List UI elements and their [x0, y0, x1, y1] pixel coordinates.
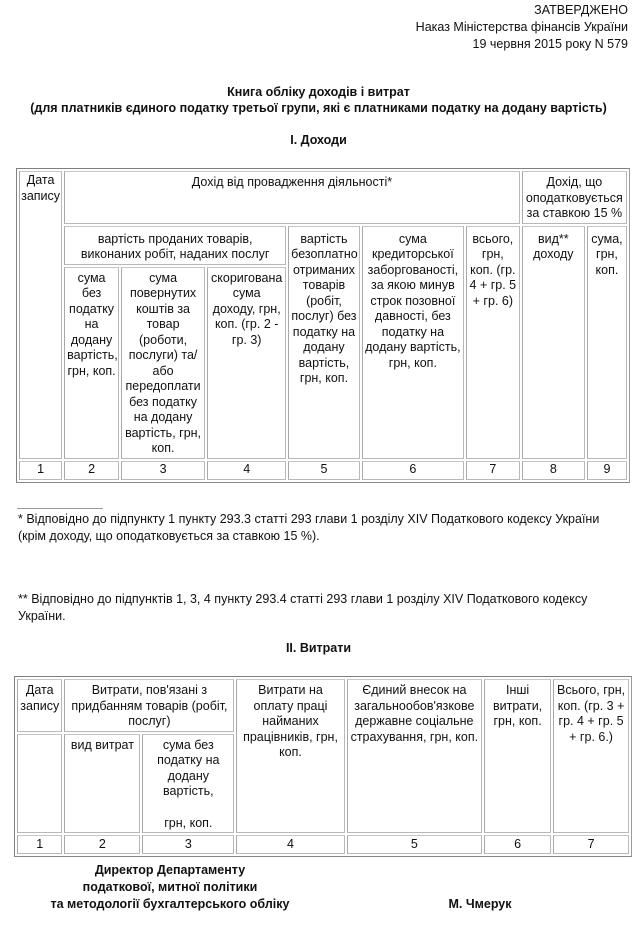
- expenses-column-numbers-row: [17, 835, 629, 854]
- income-col-sum-novat: сума без податку на додану вартість, грн, коп.: [64, 267, 119, 459]
- title-line-1: Книга обліку доходів і витрат: [227, 85, 410, 99]
- position-line-3: та методології бухгалтерського обліку: [50, 897, 290, 911]
- signatory-position: [40, 862, 300, 913]
- expenses-col-total: Всього, грн, коп. (гр. 3 + гр. 4 + гр. 5 + гр. 6.): [553, 679, 629, 833]
- expenses-col-number: 2: [64, 835, 140, 854]
- income-col-number: 9: [587, 461, 627, 480]
- income-col-taxed15: Дохід, що оподатковується за ставкою 15 %: [522, 171, 627, 224]
- income-col-returned: сума повернутих коштів за товар (роботи, послуги) та/або передоплати без податку на додану вартість, грн, коп.: [121, 267, 205, 459]
- footnote-1: * Відповідно до підпункту 1 пункту 293.3 статті 293 глави 1 розділу XIV Податкового кодексу України (крім доходу, що оподатковується за ставкою 15 %).: [18, 512, 600, 543]
- expenses-col-number: 7: [553, 835, 629, 854]
- income-col-number: 8: [522, 461, 585, 480]
- expenses-section-title: II. Витрати: [285, 641, 352, 655]
- expenses-col-number: 3: [142, 835, 234, 854]
- income-col-number: 3: [121, 461, 205, 480]
- income-section-title: I. Доходи: [290, 133, 347, 147]
- income-col-adjusted: скоригована сума доходу, грн, коп. (гр. 2 - гр. 3): [207, 267, 286, 459]
- expenses-col-goods: Витрати, пов'язані з придбанням товарів (робіт, послуг): [64, 679, 234, 732]
- expenses-col-salary: Витрати на оплату праці найманих працівників, грн, коп.: [236, 679, 344, 833]
- expenses-col-sum: [142, 734, 234, 834]
- income-col-number: 1: [19, 461, 62, 480]
- income-col-number: 4: [207, 461, 286, 480]
- income-table: [16, 168, 630, 483]
- income-col-free: вартість безоплатно отриманих товарів (робіт, послуг) без податку на додану вартість, грн, коп.: [288, 226, 360, 459]
- expenses-col-date: Дата запису: [17, 679, 62, 732]
- expenses-col-kind: вид витрат: [64, 734, 140, 834]
- document-title: [0, 84, 637, 116]
- expenses-table: [14, 676, 632, 857]
- income-col-sold: вартість проданих товарів, виконаних робіт, наданих послуг: [64, 226, 286, 265]
- expenses-col-esv: Єдиний внесок на загальнообов'язкове державне соціальне страхування, грн, коп.: [347, 679, 482, 833]
- income-col-total: всього, грн, коп. (гр. 4 + гр. 5 + гр. 6): [466, 226, 520, 459]
- income-col-number: 6: [362, 461, 464, 480]
- approved-label: ЗАТВЕРДЖЕНО: [534, 3, 628, 17]
- footnote-divider: [17, 508, 103, 509]
- expenses-col-number: 5: [347, 835, 482, 854]
- signatory-name: М. Чмерук: [448, 897, 512, 911]
- expenses-col-number: 4: [236, 835, 344, 854]
- income-col-sum15: сума, грн, коп.: [587, 226, 627, 459]
- approval-block: [416, 2, 628, 53]
- expenses-col-sum-unit: грн, коп.: [164, 815, 213, 830]
- order-date: 19 червня 2015 року N 579: [472, 37, 628, 51]
- income-col-credit: сума кредиторської заборгованості, за якою минув строк позовної давності, без податку на додану вартість, грн, коп.: [362, 226, 464, 459]
- footnote-2: ** Відповідно до підпунктів 1, 3, 4 пункту 293.4 статті 293 глави 1 розділу XIV Податкового кодексу України.: [18, 592, 588, 623]
- expenses-col-other: Інші витрати, грн, коп.: [484, 679, 551, 833]
- income-col-number: 7: [466, 461, 520, 480]
- income-column-numbers-row: [19, 461, 627, 480]
- expenses-col-sum-label: сума без податку на додану вартість,: [157, 737, 220, 798]
- expenses-col-number: 1: [17, 835, 62, 854]
- expenses-date-blank: [17, 734, 62, 834]
- income-col-activity: Дохід від провадження діяльності*: [64, 171, 520, 224]
- position-line-1: Директор Департаменту: [94, 863, 246, 877]
- expenses-col-number: 6: [484, 835, 551, 854]
- order-name: Наказ Міністерства фінансів України: [415, 20, 628, 34]
- income-col-number: 5: [288, 461, 360, 480]
- income-col-kind: вид** доходу: [522, 226, 585, 459]
- income-col-number: 2: [64, 461, 119, 480]
- income-col-date: Дата запису: [19, 171, 62, 459]
- title-line-2: (для платників єдиного податку третьої групи, які є платниками податку на додану вартість): [30, 101, 607, 115]
- position-line-2: податкової, митної політики: [82, 880, 258, 894]
